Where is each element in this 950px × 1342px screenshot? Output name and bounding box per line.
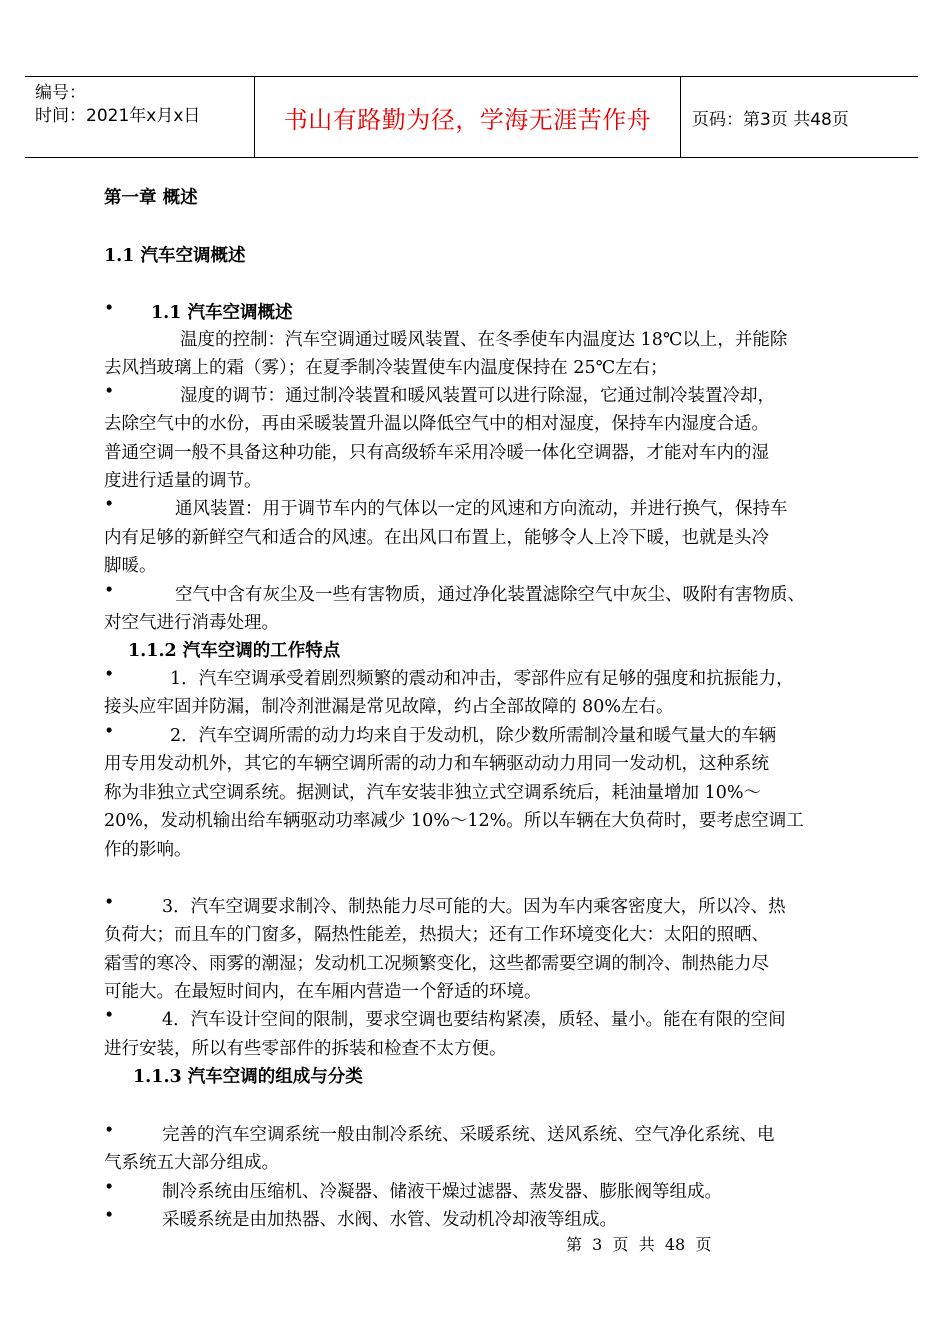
page-footer: 第 3 页 共 48 页 [566, 1235, 712, 1254]
bullet: • [104, 495, 115, 515]
header-motto: 书山有路勤为径，学海无涯苦作舟 [283, 105, 652, 134]
para-line: 2．汽车空调所需的动力均来自于发动机，除少数所需制冷量和暖气量大的车辆 [170, 726, 777, 746]
bullet-heading: 1.1 汽车空调概述 [151, 303, 293, 323]
para-line: 进行安装，所以有些零部件的拆装和检查不太方便。 [104, 1039, 507, 1059]
para-line: 4．汽车设计空间的限制，要求空调也要结构紧凑，质轻、量小。能在有限的空间 [162, 1010, 786, 1030]
header-page-cell [680, 77, 918, 157]
para-line: 负荷大；而且车的门窗多，隔热性能差，热损大；还有工作环境变化大：太阳的照晒、 [104, 925, 769, 945]
para-line: 湿度的调节：通过制冷装置和暖风装置可以进行除湿，它通过制冷装置冷却， [180, 386, 775, 406]
bullet: • [104, 722, 115, 742]
section-title: 1.1 汽车空调概述 [104, 246, 246, 266]
doc-time-label: 时间：2021年x月x日 [35, 106, 201, 126]
para-line: 温度的控制：汽车空调通过暖风装置、在冬季使车内温度达 18℃以上，并能除 [180, 330, 788, 350]
para-line: 称为非独立式空调系统。据测试，汽车安装非独立式空调系统后，耗油量增加 10%～ [104, 783, 761, 803]
para-line: 普通空调一般不具备这种功能，只有高级轿车采用冷暖一体化空调器，才能对车内的湿 [104, 443, 769, 463]
para-line: 采暖系统是由加热器、水阀、水管、发动机冷却液等组成。 [162, 1210, 617, 1230]
bullet: • [104, 1121, 115, 1141]
header-page-info: 页码：第3页 共48页 [692, 109, 849, 130]
para-line: 气系统五大部分组成。 [104, 1153, 279, 1173]
para-line: 内有足够的新鲜空气和适合的风速。在出风口布置上，能够令人上冷下暖，也就是头冷 [104, 528, 769, 548]
para-line: 可能大。在最短时间内，在车厢内营造一个舒适的环境。 [104, 982, 542, 1002]
para-line: 完善的汽车空调系统一般由制冷系统、采暖系统、送风系统、空气净化系统、电 [162, 1125, 775, 1145]
bullet: • [104, 893, 115, 913]
bullet: • [104, 1178, 115, 1198]
para-line: 度进行适量的调节。 [104, 471, 262, 491]
para-line: 接头应牢固并防漏，制冷剂泄漏是常见故障，约占全部故障的 80%左右。 [104, 697, 674, 717]
bullet: • [104, 382, 115, 402]
para-line: 去除空气中的水份，再由采暖装置升温以降低空气中的相对湿度，保持车内湿度合适。 [104, 414, 769, 434]
para-line: 通风装置：用于调节车内的气体以一定的风速和方向流动，并进行换气，保持车 [175, 499, 788, 519]
subsection-title: 1.1.3 汽车空调的组成与分类 [133, 1067, 363, 1087]
para-line: 对空气进行消毒处理。 [104, 613, 279, 633]
subsection-title: 1.1.2 汽车空调的工作特点 [128, 641, 341, 661]
bullet: • [104, 665, 115, 685]
doc-number-label: 编号： [35, 83, 86, 103]
chapter-title: 第一章 概述 [104, 188, 198, 208]
header-meta-cell [25, 77, 254, 157]
bullet: • [104, 581, 115, 601]
header-motto-cell [254, 77, 681, 157]
para-line: 去风挡玻璃上的霜（雾）；在夏季制冷装置使车内温度保持在 25℃左右； [104, 358, 668, 378]
para-line: 3．汽车空调要求制冷、制热能力尽可能的大。因为车内乘客密度大，所以冷、热 [162, 897, 786, 917]
bullet: • [104, 1206, 115, 1226]
para-line: 作的影响。 [104, 840, 192, 860]
para-line: 空气中含有灰尘及一些有害物质，通过净化装置滤除空气中灰尘、吸附有害物质、 [175, 585, 805, 605]
para-line: 20%，发动机输出给车辆驱动功率减少 10%～12%。所以车辆在大负荷时，要考虑空调工 [104, 811, 804, 831]
para-line: 1．汽车空调承受着剧烈频繁的震动和冲击，零部件应有足够的强度和抗振能力， [170, 669, 794, 689]
bullet: • [104, 1006, 115, 1026]
header-table [25, 76, 918, 158]
para-line: 霜雪的寒冷、雨雾的潮湿；发动机工况频繁变化，这些都需要空调的制冷、制热能力尽 [104, 954, 769, 974]
para-line: 制冷系统由压缩机、冷凝器、储液干燥过滤器、蒸发器、膨胀阀等组成。 [162, 1182, 722, 1202]
para-line: 用专用发动机外，其它的车辆空调所需的动力和车辆驱动动力用同一发动机，这种系统 [104, 754, 769, 774]
para-line: 脚暖。 [104, 556, 157, 576]
bullet: • [104, 299, 115, 319]
